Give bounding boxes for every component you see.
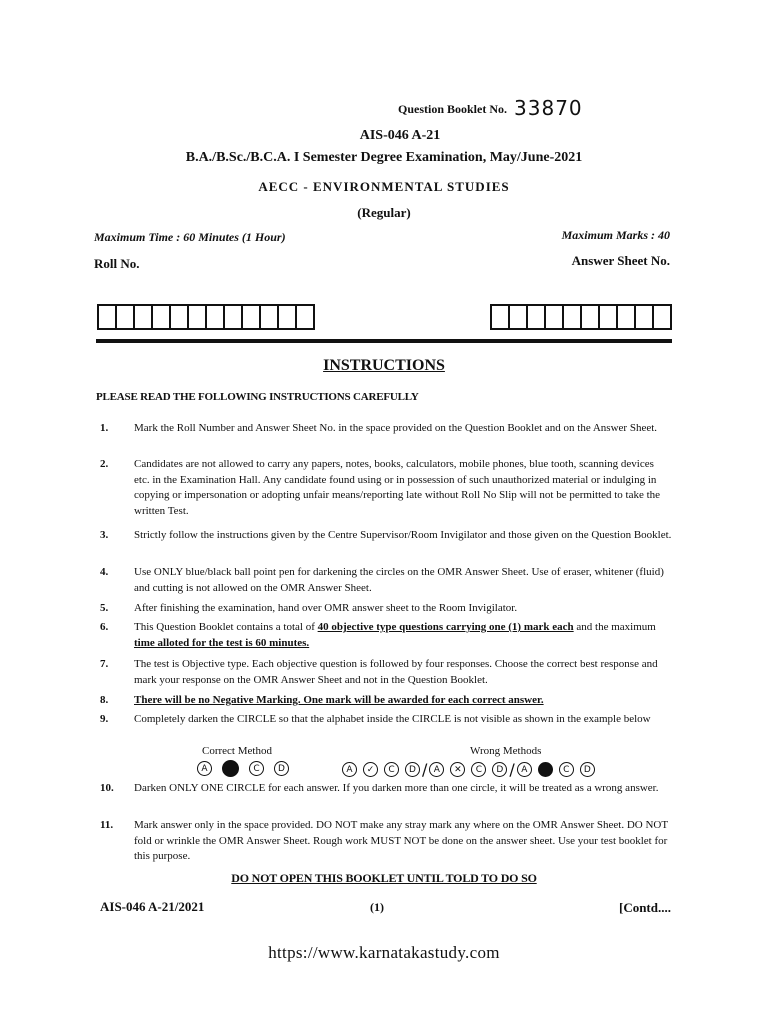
bubble-partial	[538, 762, 553, 777]
exam-code: AIS-046 A-21	[359, 128, 441, 143]
instruction-item: 1. Mark the Roll Number and Answer Sheet No. in the space provided on the Question Booklet and on the Answer Sheet.	[100, 422, 658, 434]
bubble-c: C	[384, 762, 399, 777]
instructions-title: INSTRUCTIONS	[323, 357, 445, 374]
course-title: AECC - ENVIRONMENTAL STUDIES	[258, 179, 510, 194]
max-time: Maximum Time : 60 Minutes (1 Hour)	[94, 230, 286, 244]
source-url: https://www.karnatakastudy.com	[268, 943, 500, 962]
wrong-methods-label: Wrong Methods	[470, 745, 542, 757]
bubble-ticked: ✓	[363, 762, 378, 777]
slash-separator: /	[422, 760, 428, 779]
instruction-item: 10. Darken ONLY ONE CIRCLE for each answer. If you darken more than one circle, it will be treated as a wrong answer.	[100, 782, 659, 794]
instruction-item: 5. After finishing the examination, hand over OMR answer sheet to the Room Invigilator.	[100, 602, 518, 614]
roll-number-boxes[interactable]	[97, 304, 315, 330]
bubble-a: A	[197, 761, 212, 776]
instruction-item: 4. Use ONLY blue/black ball point pen for darkening the circles on the OMR Answer Sheet. Use of eraser, whitener (fluid) and cutting is not allowed on the OMR Answer Sheet.	[100, 566, 664, 594]
correct-method-bubbles	[197, 760, 289, 777]
instruction-item: 2. Candidates are not allowed to carry any papers, notes, books, calculators, mobile phones, blue tooth, scanning devices etc. in the Examination Hall. Any candidate found using or in possession of such unauthorized material or indulging in copying or impersonation or adopting unfair means/reporting late without Roll No Slip will not be permitted to take the written Test.	[100, 458, 661, 517]
slash-separator: /	[509, 760, 515, 779]
regular-label: (Regular)	[357, 205, 411, 220]
roll-no-label: Roll No.	[94, 256, 140, 271]
do-not-open-notice: DO NOT OPEN THIS BOOKLET UNTIL TOLD TO DO SO	[231, 871, 537, 885]
instruction-item: 3. Strictly follow the instructions given by the Centre Supervisor/Room Invigilator and those given on the Question Booklet.	[100, 529, 672, 541]
instruction-item: 11. Mark answer only in the space provided. DO NOT make any stray mark any where on the OMR Answer Sheet. DO NOT fold or wrinkle the OMR Answer Sheet. Rough work MUST NOT be done on the answer sheet. Use your test booklet for this purpose.	[100, 819, 668, 863]
continued-label: [Contd....	[618, 900, 671, 915]
divider-rule	[96, 339, 672, 343]
instruction-item: 7. The test is Objective type. Each objective question is followed by four responses. Choose the correct best response and mark your response on the OMR Answer Sheet and not in the Question Booklet.	[100, 658, 658, 686]
bubble-d: D	[492, 762, 507, 777]
correct-method-label: Correct Method	[202, 745, 272, 757]
answer-sheet-number-boxes[interactable]	[490, 304, 672, 330]
answer-sheet-no-label: Answer Sheet No.	[571, 253, 670, 268]
bubble-c: C	[559, 762, 574, 777]
booklet-number: 33870	[514, 96, 583, 120]
instruction-item: 8. There will be no Negative Marking. One mark will be awarded for each correct answer.	[100, 694, 544, 706]
bubble-c: C	[249, 761, 264, 776]
bubble-a: A	[517, 762, 532, 777]
max-marks: Maximum Marks : 40	[561, 228, 670, 242]
page-number: (1)	[370, 900, 384, 914]
bubble-c: C	[471, 762, 486, 777]
bubble-filled	[222, 760, 239, 777]
bubble-d: D	[405, 762, 420, 777]
bubble-a: A	[342, 762, 357, 777]
bubble-a: A	[429, 762, 444, 777]
instruction-item: 9. Completely darken the CIRCLE so that the alphabet inside the CIRCLE is not visible as shown in the example below	[100, 713, 651, 725]
please-read-heading: PLEASE READ THE FOLLOWING INSTRUCTIONS CAREFULLY	[96, 391, 419, 403]
bubble-d: D	[274, 761, 289, 776]
booklet-number-line	[398, 96, 583, 120]
instruction-item: 6. This Question Booklet contains a total of 40 objective type questions carrying one (1) mark each and the maximum time alloted for the test is 60 minutes.	[100, 621, 656, 649]
bubble-d: D	[580, 762, 595, 777]
bubble-crossed: ✕	[450, 762, 465, 777]
wrong-methods-bubbles	[342, 760, 595, 779]
booklet-label: Question Booklet No.	[398, 102, 508, 116]
footer-code: AIS-046 A-21/2021	[100, 899, 205, 914]
degree-title: B.A./B.Sc./B.C.A. I Semester Degree Examination, May/June-2021	[185, 150, 583, 165]
